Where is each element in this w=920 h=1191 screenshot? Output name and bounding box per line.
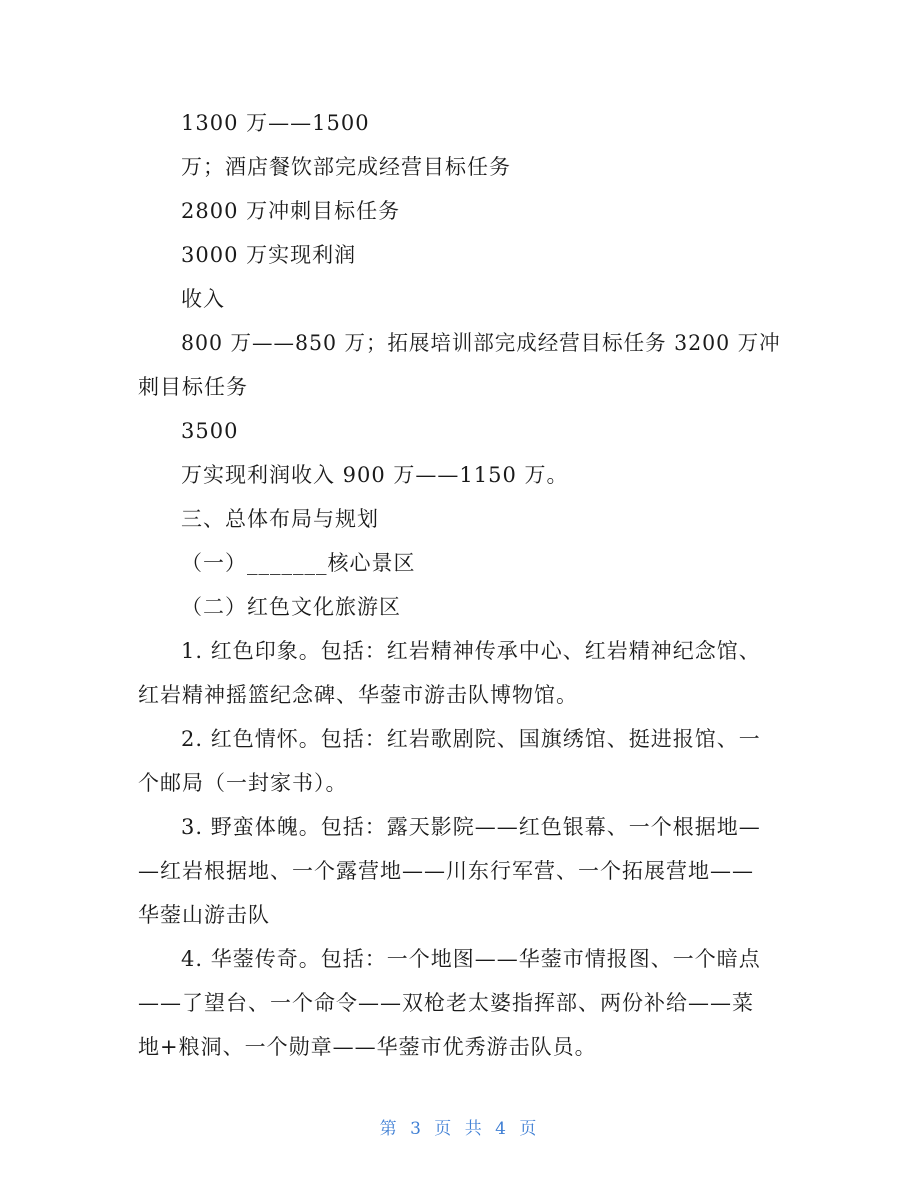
text-line-15: 2. 红色情怀。包括：红岩歌剧院、国旗绣馆、挺进报馆、一 [181, 727, 761, 751]
text-line-3: 2800 万冲刺目标任务 [181, 199, 401, 223]
text-line-18: —红岩根据地、一个露营地——川东行军营、一个拓展营地—— [138, 859, 754, 883]
text-line-22: 地+粮洞、一个勋章——华蓥市优秀游击队员。 [138, 1035, 597, 1059]
text-line-13: 1. 红色印象。包括：红岩精神传承中心、红岩精神纪念馆、 [181, 639, 761, 663]
text-line-6: 800 万——850 万；拓展培训部完成经营目标任务 3200 万冲 [181, 331, 781, 355]
text-line-20: 4. 华蓥传奇。包括：一个地图——华蓥市情报图、一个暗点 [181, 947, 761, 971]
text-line-21: ——了望台、一个命令——双枪老太婆指挥部、两份补给——菜 [138, 991, 754, 1015]
text-line-16: 个邮局（一封家书）。 [138, 771, 348, 795]
page-number-footer: 第 3 页 共 4 页 [379, 1119, 541, 1139]
text-line-1: 1300 万——1500 [181, 111, 370, 135]
subsection-heading-1: （一）_______核心景区 [181, 551, 416, 575]
text-line-9: 万实现利润收入 900 万——1150 万。 [181, 463, 569, 487]
text-line-7: 刺目标任务 [138, 375, 248, 399]
text-line-17: 3. 野蛮体魄。包括：露天影院——红色银幕、一个根据地— [181, 815, 761, 839]
text-line-8: 3500 [181, 419, 239, 443]
text-line-14: 红岩精神摇篮纪念碑、华蓥市游击队博物馆。 [138, 683, 578, 707]
subsection-heading-2: （二）红色文化旅游区 [181, 595, 401, 619]
text-line-4: 3000 万实现利润 [181, 243, 357, 267]
text-line-5: 收入 [181, 287, 225, 311]
text-line-2: 万；酒店餐饮部完成经营目标任务 [181, 155, 511, 179]
text-line-19: 华蓥山游击队 [138, 903, 270, 927]
section-heading: 三、总体布局与规划 [181, 507, 379, 531]
